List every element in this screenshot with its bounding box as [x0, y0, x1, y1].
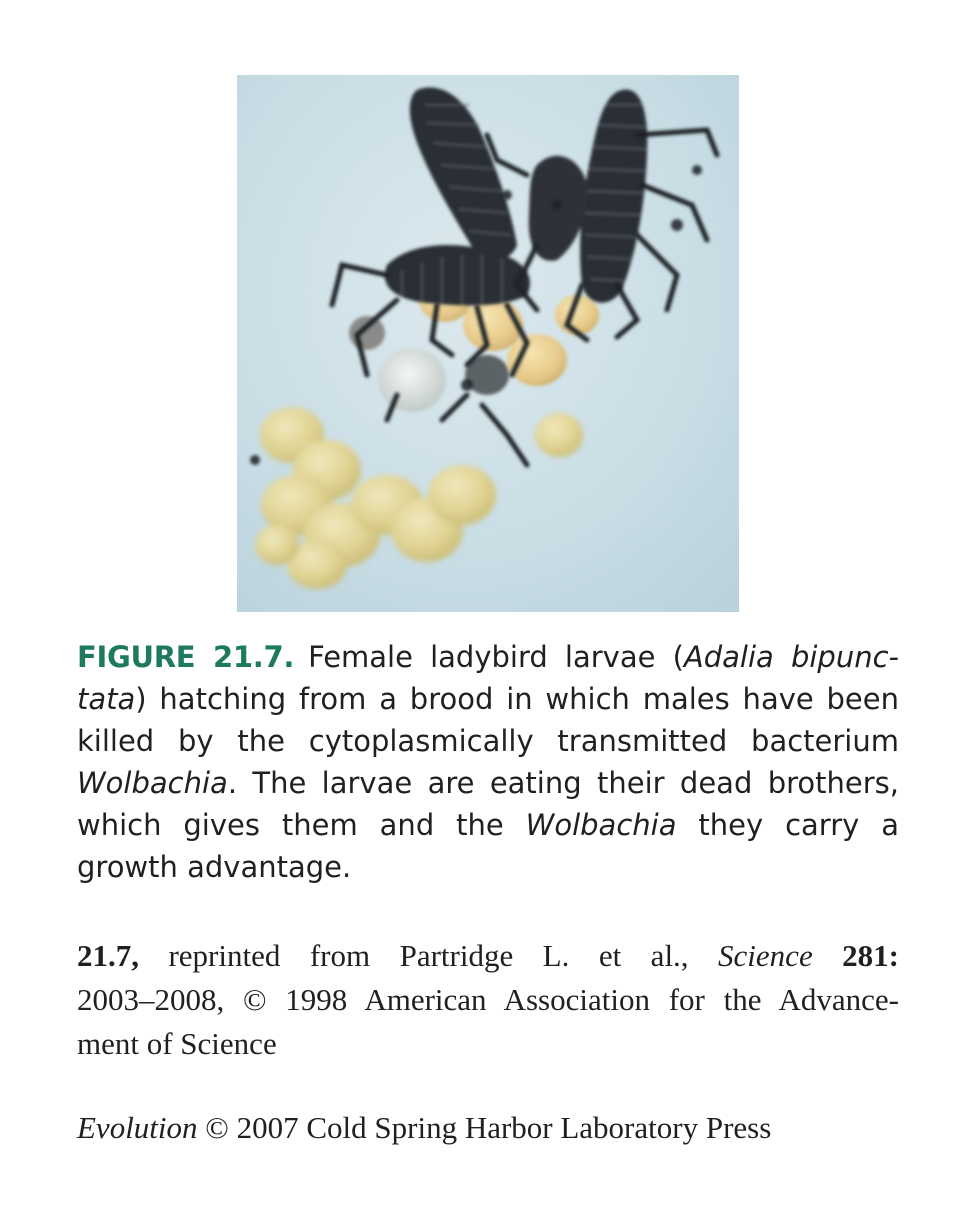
caption-line-6 — [77, 846, 899, 888]
caption-italic: tata — [77, 682, 136, 716]
caption-line-3 — [77, 720, 899, 762]
credit-text: ment of Science — [77, 1026, 277, 1061]
ladybird-larvae-photo — [237, 75, 739, 612]
caption-text: growth advantage. — [77, 850, 352, 884]
credit-ref: 21.7, — [77, 938, 139, 973]
caption-line-4 — [77, 762, 899, 804]
caption-text: which gives them and the — [77, 808, 526, 842]
caption-line-2 — [77, 678, 899, 720]
copyright-text: © 2007 Cold Spring Harbor Laboratory Press — [197, 1110, 772, 1145]
book-title: Evolution — [77, 1110, 198, 1145]
credit-text: reprinted from Partridge L. et al., — [139, 938, 719, 973]
caption-text: Female ladybird larvae ( — [308, 640, 684, 674]
caption-italic: Adalia bipunc- — [683, 640, 899, 674]
caption-line-1 — [77, 636, 899, 678]
credit-volume: 281: — [812, 938, 900, 973]
caption-text: they carry a — [676, 808, 899, 842]
figure-caption — [77, 636, 899, 888]
credit-line-2 — [77, 978, 899, 1022]
credit-line-3 — [77, 1022, 899, 1066]
caption-text: . The larvae are eating their dead brothers, — [227, 766, 899, 800]
caption-text: killed by the cytoplasmically transmitted bacterium — [77, 724, 899, 758]
caption-text: ) hatching from a brood in which males have been — [135, 682, 899, 716]
credit-journal: Science — [718, 938, 813, 973]
credit-text: 2003–2008, © 1998 American Association for the Advance- — [77, 982, 899, 1017]
caption-italic: Wolbachia — [525, 808, 677, 842]
figure-label: FIGURE 21.7. — [77, 640, 295, 674]
figure-photo — [237, 75, 739, 612]
caption-italic: Wolbachia — [77, 766, 228, 800]
caption-line-5 — [77, 804, 899, 846]
book-copyright — [77, 1106, 899, 1150]
credit-line-1 — [77, 934, 899, 978]
reprint-credit — [77, 934, 899, 1066]
